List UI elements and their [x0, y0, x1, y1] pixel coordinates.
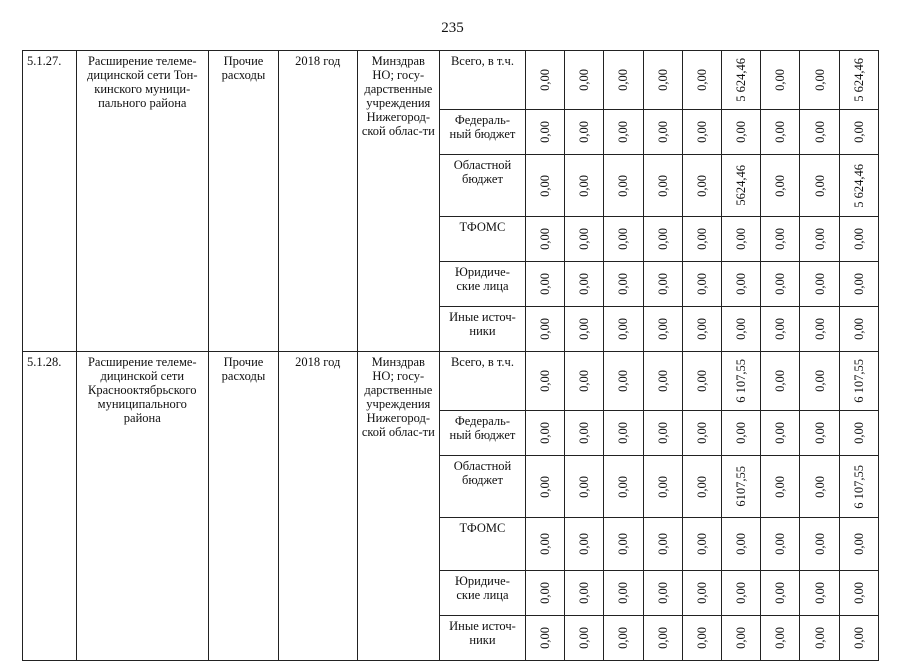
funding-source-label: ТФОМС	[440, 518, 526, 571]
value-text: 0,00	[812, 228, 827, 250]
value-cell	[839, 307, 878, 352]
value-cell	[800, 217, 839, 262]
value-cell	[682, 51, 721, 110]
value-cell	[643, 307, 682, 352]
value-cell	[800, 518, 839, 571]
value-cell	[721, 307, 760, 352]
value-text: 0,00	[812, 475, 827, 498]
value-text: 0,00	[655, 121, 670, 143]
value-cell	[682, 217, 721, 262]
value-text: 0,00	[577, 318, 592, 340]
value-text: 5624,46	[734, 165, 749, 206]
value-cell	[565, 518, 604, 571]
value-text: 0,00	[773, 318, 788, 340]
value-cell	[643, 518, 682, 571]
value-cell	[761, 616, 800, 661]
value-text: 0,00	[537, 533, 552, 555]
value-text: 0,00	[812, 627, 827, 649]
value-text: 0,00	[694, 69, 709, 91]
value-text: 0,00	[537, 475, 552, 498]
value-text: 0,00	[773, 370, 788, 392]
value-cell	[839, 155, 878, 217]
value-text: 0,00	[577, 627, 592, 649]
value-cell	[525, 217, 564, 262]
value-cell	[643, 217, 682, 262]
value-text: 0,00	[734, 582, 749, 604]
value-cell	[800, 352, 839, 411]
value-cell	[525, 571, 564, 616]
value-text: 0,00	[734, 273, 749, 295]
value-text: 6 107,55	[851, 359, 866, 403]
funding-source-label: Федераль-ный бюджет	[440, 411, 526, 456]
value-cell	[761, 262, 800, 307]
value-cell	[565, 616, 604, 661]
value-cell	[721, 518, 760, 571]
table-row	[23, 51, 879, 110]
value-text: 0,00	[655, 582, 670, 604]
value-cell	[643, 571, 682, 616]
value-text: 0,00	[655, 174, 670, 197]
value-cell	[839, 518, 878, 571]
value-cell	[761, 51, 800, 110]
value-text: 0,00	[734, 318, 749, 340]
value-text: 0,00	[577, 121, 592, 143]
value-cell	[643, 51, 682, 110]
value-cell	[761, 571, 800, 616]
value-cell	[800, 616, 839, 661]
value-text: 0,00	[773, 627, 788, 649]
value-text: 0,00	[655, 475, 670, 498]
value-cell	[525, 518, 564, 571]
value-cell	[525, 110, 564, 155]
item-year: 2018 год	[279, 51, 357, 352]
value-cell	[721, 352, 760, 411]
value-cell	[565, 110, 604, 155]
funding-source-label: Всего, в т.ч.	[440, 352, 526, 411]
value-text: 0,00	[694, 273, 709, 295]
value-cell	[721, 571, 760, 616]
value-cell	[839, 571, 878, 616]
value-text: 0,00	[812, 533, 827, 555]
value-cell	[604, 352, 643, 411]
value-text: 0,00	[773, 228, 788, 250]
value-cell	[839, 51, 878, 110]
value-text: 0,00	[537, 370, 552, 392]
value-text: 0,00	[773, 533, 788, 555]
value-cell	[565, 217, 604, 262]
value-cell	[800, 155, 839, 217]
value-cell	[682, 262, 721, 307]
value-text: 0,00	[577, 370, 592, 392]
value-text: 0,00	[694, 422, 709, 444]
value-text: 0,00	[694, 228, 709, 250]
funding-source-label: Областной бюджет	[440, 456, 526, 518]
expense-type: Прочие расходы	[208, 352, 278, 661]
value-text: 0,00	[694, 582, 709, 604]
value-text: 0,00	[694, 174, 709, 197]
value-text: 0,00	[812, 422, 827, 444]
value-text: 0,00	[616, 318, 631, 340]
value-text: 0,00	[655, 370, 670, 392]
value-cell	[761, 307, 800, 352]
value-cell	[604, 616, 643, 661]
item-name: Расширение телеме-дицинской сети Тон-кинского муници-пального района	[76, 51, 208, 352]
value-cell	[839, 616, 878, 661]
value-cell	[800, 262, 839, 307]
value-text: 0,00	[812, 318, 827, 340]
value-text: 6 107,55	[851, 464, 866, 509]
value-text: 0,00	[655, 422, 670, 444]
value-cell	[761, 155, 800, 217]
value-text: 0,00	[537, 422, 552, 444]
funding-source-label: Юридиче-ские лица	[440, 571, 526, 616]
value-text: 0,00	[577, 582, 592, 604]
value-text: 0,00	[734, 422, 749, 444]
value-cell	[839, 352, 878, 411]
value-cell	[721, 217, 760, 262]
value-text: 0,00	[773, 582, 788, 604]
value-cell	[565, 571, 604, 616]
funding-source-label: ТФОМС	[440, 217, 526, 262]
value-cell	[761, 352, 800, 411]
value-cell	[682, 571, 721, 616]
value-text: 0,00	[851, 228, 866, 250]
value-text: 0,00	[537, 174, 552, 197]
value-cell	[565, 307, 604, 352]
value-text: 0,00	[694, 533, 709, 555]
value-cell	[761, 456, 800, 518]
table-row	[23, 352, 879, 411]
value-cell	[565, 155, 604, 217]
value-text: 0,00	[577, 273, 592, 295]
value-text: 0,00	[812, 174, 827, 197]
value-text: 0,00	[616, 422, 631, 444]
value-cell	[721, 155, 760, 217]
value-cell	[682, 456, 721, 518]
value-text: 0,00	[773, 121, 788, 143]
value-cell	[525, 307, 564, 352]
value-text: 0,00	[655, 318, 670, 340]
value-cell	[643, 616, 682, 661]
value-text: 0,00	[694, 318, 709, 340]
value-text: 0,00	[616, 121, 631, 143]
value-cell	[721, 262, 760, 307]
value-cell	[604, 411, 643, 456]
value-cell	[643, 456, 682, 518]
value-cell	[565, 262, 604, 307]
value-text: 0,00	[694, 121, 709, 143]
item-code: 5.1.27.	[23, 51, 77, 352]
value-text: 0,00	[537, 318, 552, 340]
item-executor: Минздрав НО; госу-дарственные учреждения Нижегород-ской облас-ти	[357, 51, 440, 352]
value-cell	[604, 51, 643, 110]
value-cell	[643, 110, 682, 155]
value-cell	[800, 307, 839, 352]
value-cell	[565, 456, 604, 518]
value-cell	[761, 110, 800, 155]
value-cell	[800, 411, 839, 456]
value-cell	[604, 217, 643, 262]
expense-type: Прочие расходы	[208, 51, 278, 352]
value-cell	[800, 51, 839, 110]
value-text: 0,00	[851, 422, 866, 444]
value-text: 0,00	[655, 228, 670, 250]
value-cell	[839, 110, 878, 155]
value-text: 0,00	[537, 69, 552, 91]
budget-table	[22, 50, 879, 661]
value-cell	[721, 51, 760, 110]
value-text: 0,00	[851, 582, 866, 604]
value-text: 0,00	[851, 273, 866, 295]
value-cell	[800, 571, 839, 616]
value-text: 0,00	[616, 582, 631, 604]
value-cell	[682, 307, 721, 352]
value-cell	[800, 456, 839, 518]
value-text: 0,00	[812, 121, 827, 143]
item-executor: Минздрав НО; госу-дарственные учреждения Нижегород-ской облас-ти	[357, 352, 440, 661]
value-text: 0,00	[616, 370, 631, 392]
value-text: 0,00	[537, 121, 552, 143]
value-cell	[525, 155, 564, 217]
value-cell	[761, 411, 800, 456]
value-cell	[643, 352, 682, 411]
value-text: 0,00	[616, 533, 631, 555]
value-text: 5 624,46	[851, 163, 866, 208]
value-cell	[565, 352, 604, 411]
value-text: 0,00	[773, 174, 788, 197]
value-text: 0,00	[773, 475, 788, 498]
funding-source-label: Всего, в т.ч.	[440, 51, 526, 110]
value-text: 0,00	[537, 273, 552, 295]
value-cell	[839, 217, 878, 262]
value-text: 0,00	[537, 228, 552, 250]
value-cell	[604, 518, 643, 571]
value-text: 0,00	[734, 627, 749, 649]
value-cell	[525, 616, 564, 661]
funding-source-label: Иные источ-ники	[440, 307, 526, 352]
value-cell	[604, 155, 643, 217]
value-text: 5 624,46	[851, 58, 866, 102]
value-cell	[721, 110, 760, 155]
value-cell	[604, 262, 643, 307]
funding-source-label: Областной бюджет	[440, 155, 526, 217]
value-text: 0,00	[616, 69, 631, 91]
value-cell	[643, 262, 682, 307]
value-text: 0,00	[773, 273, 788, 295]
item-code: 5.1.28.	[23, 352, 77, 661]
value-text: 0,00	[537, 582, 552, 604]
value-cell	[682, 110, 721, 155]
item-name: Расширение телеме-дицинской сети Краснооктябрьского муниципального района	[76, 352, 208, 661]
value-cell	[604, 456, 643, 518]
value-text: 0,00	[773, 422, 788, 444]
value-cell	[525, 262, 564, 307]
value-cell	[761, 217, 800, 262]
value-text: 0,00	[851, 533, 866, 555]
value-text: 0,00	[694, 475, 709, 498]
value-text: 0,00	[851, 121, 866, 143]
value-text: 0,00	[616, 228, 631, 250]
value-text: 0,00	[577, 422, 592, 444]
value-text: 0,00	[616, 273, 631, 295]
value-text: 0,00	[655, 273, 670, 295]
value-text: 0,00	[655, 69, 670, 91]
funding-source-label: Иные источ-ники	[440, 616, 526, 661]
value-cell	[682, 518, 721, 571]
value-cell	[525, 456, 564, 518]
value-text: 0,00	[734, 533, 749, 555]
value-cell	[761, 518, 800, 571]
value-text: 0,00	[655, 533, 670, 555]
value-text: 0,00	[812, 370, 827, 392]
value-text: 5 624,46	[734, 58, 749, 102]
value-text: 0,00	[734, 121, 749, 143]
value-cell	[721, 456, 760, 518]
value-cell	[721, 616, 760, 661]
value-cell	[604, 571, 643, 616]
value-text: 0,00	[812, 69, 827, 91]
value-cell	[604, 307, 643, 352]
value-text: 0,00	[577, 475, 592, 498]
value-text: 0,00	[616, 174, 631, 197]
funding-source-label: Юридиче-ские лица	[440, 262, 526, 307]
value-text: 0,00	[734, 228, 749, 250]
value-cell	[682, 352, 721, 411]
value-text: 0,00	[694, 370, 709, 392]
value-cell	[525, 51, 564, 110]
value-text: 0,00	[694, 627, 709, 649]
value-text: 0,00	[616, 627, 631, 649]
value-text: 0,00	[812, 273, 827, 295]
value-text: 0,00	[577, 533, 592, 555]
value-cell	[839, 411, 878, 456]
value-cell	[839, 262, 878, 307]
value-cell	[682, 411, 721, 456]
value-cell	[682, 155, 721, 217]
value-text: 0,00	[655, 627, 670, 649]
value-text: 0,00	[773, 69, 788, 91]
value-cell	[839, 456, 878, 518]
value-text: 0,00	[577, 228, 592, 250]
value-cell	[800, 110, 839, 155]
value-text: 0,00	[616, 475, 631, 498]
value-cell	[525, 352, 564, 411]
value-text: 0,00	[812, 582, 827, 604]
page-number: 235	[441, 20, 464, 36]
value-cell	[721, 411, 760, 456]
value-text: 0,00	[537, 627, 552, 649]
value-cell	[643, 155, 682, 217]
funding-source-label: Федераль-ный бюджет	[440, 110, 526, 155]
value-text: 0,00	[577, 69, 592, 91]
value-text: 0,00	[577, 174, 592, 197]
value-cell	[682, 616, 721, 661]
value-cell	[565, 411, 604, 456]
value-text: 6107,55	[734, 466, 749, 507]
value-text: 6 107,55	[734, 359, 749, 403]
item-year: 2018 год	[279, 352, 357, 661]
value-text: 0,00	[851, 318, 866, 340]
value-cell	[643, 411, 682, 456]
value-cell	[565, 51, 604, 110]
value-cell	[525, 411, 564, 456]
value-cell	[604, 110, 643, 155]
value-text: 0,00	[851, 627, 866, 649]
